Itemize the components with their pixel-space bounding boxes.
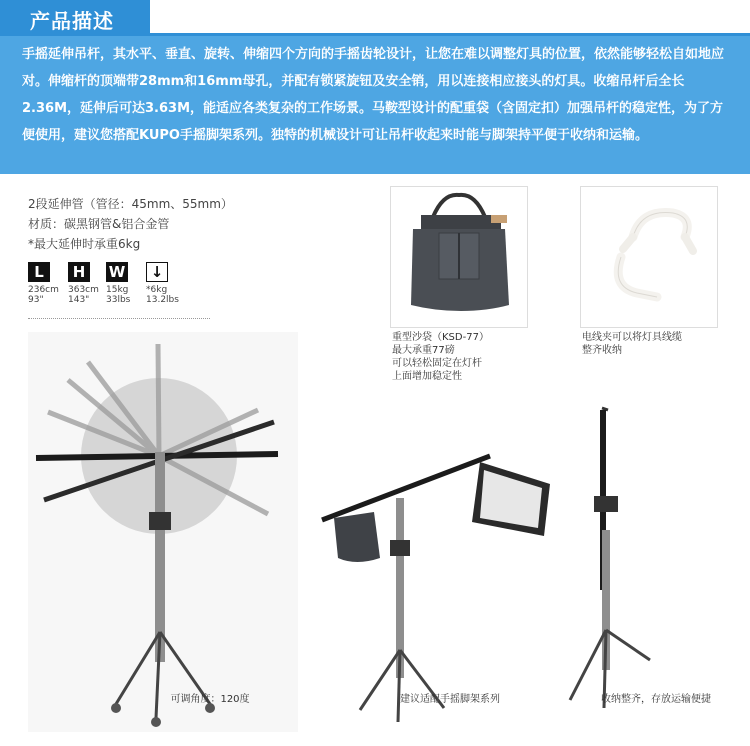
sandbag-photo	[390, 186, 528, 328]
height-spec	[68, 262, 108, 305]
height-cm: 363cm	[68, 285, 99, 295]
clip-note-1: 电线夹可以将灯具线缆	[582, 332, 682, 343]
section-title: 产品描述	[30, 9, 114, 33]
kit-photo	[312, 440, 562, 730]
load-icon: ↓	[146, 262, 168, 282]
weight-icon: W	[106, 262, 128, 282]
boom-kit-illustration	[312, 440, 562, 730]
clip-note-2: 整齐收纳	[582, 345, 622, 356]
weight-spec	[106, 262, 146, 305]
clip-caption	[582, 331, 682, 357]
weight-lbs: 33lbs	[106, 295, 131, 305]
height-in: 143"	[68, 295, 90, 305]
section-title-tab	[0, 0, 150, 36]
length-icon: L	[28, 262, 50, 282]
length-spec	[28, 262, 68, 305]
storage-photo	[560, 400, 710, 730]
cable-clip-illustration	[581, 187, 717, 327]
rotation-caption: 可调角度：120度	[170, 694, 250, 705]
sandbag-capacity: 最大承重77磅	[392, 345, 455, 356]
sandbag-caption	[392, 331, 489, 383]
sandbag-model: 重型沙袋（KSD-77）	[392, 332, 489, 343]
load-lbs: 13.2lbs	[146, 295, 179, 305]
load-kg: *6kg	[146, 285, 168, 295]
weight-kg: 15kg	[106, 285, 129, 295]
sandbag-illustration	[391, 187, 527, 327]
boom-rotation-illustration	[28, 332, 298, 732]
section-header	[0, 0, 750, 36]
spec-divider	[28, 318, 210, 319]
spec-icons	[28, 262, 218, 305]
height-icon: H	[68, 262, 90, 282]
storage-caption: 收纳整齐，存放运输便捷	[601, 694, 711, 705]
load-spec	[146, 262, 186, 305]
kit-caption: 建议适配手摇脚架系列	[400, 694, 500, 705]
sandbag-note-1: 可以轻松固定在灯杆	[392, 358, 482, 369]
spec-material: 材质：碳黑钢管&铝合金管	[28, 217, 170, 231]
spec-list	[28, 194, 233, 254]
spec-tube: 2段延伸管（管径：45mm、55mm）	[28, 197, 233, 211]
description-text: 手摇延伸吊杆，其水平、垂直、旋转、伸缩四个方向的手摇齿轮设计，让您在难以调整灯具的位置，依然能够轻松自如地应对。伸缩杆的顶端带28mm和16mm母孔，并配有锁紧旋钮及安全销，用以连接相应接头的灯具。收缩吊杆后全长2.36M，延伸后可达3.63M，能适应各类复杂的工作场景。马鞍型设计的配重袋（含固定扣）加强吊杆的稳定性，为了方便使用，建议您搭配KUPO手摇脚架系列。独特的机械设计可让吊杆收起来时能与脚架持平便于收纳和运输。	[22, 47, 725, 143]
length-cm: 236cm	[28, 285, 59, 295]
rotation-photo	[28, 332, 298, 732]
description-panel	[0, 36, 750, 174]
folded-stand-illustration	[560, 400, 710, 730]
length-in: 93"	[28, 295, 44, 305]
clip-photo	[580, 186, 718, 328]
spec-load: *最大延伸时承重6kg	[28, 237, 141, 251]
sandbag-note-2: 上面增加稳定性	[392, 371, 462, 382]
